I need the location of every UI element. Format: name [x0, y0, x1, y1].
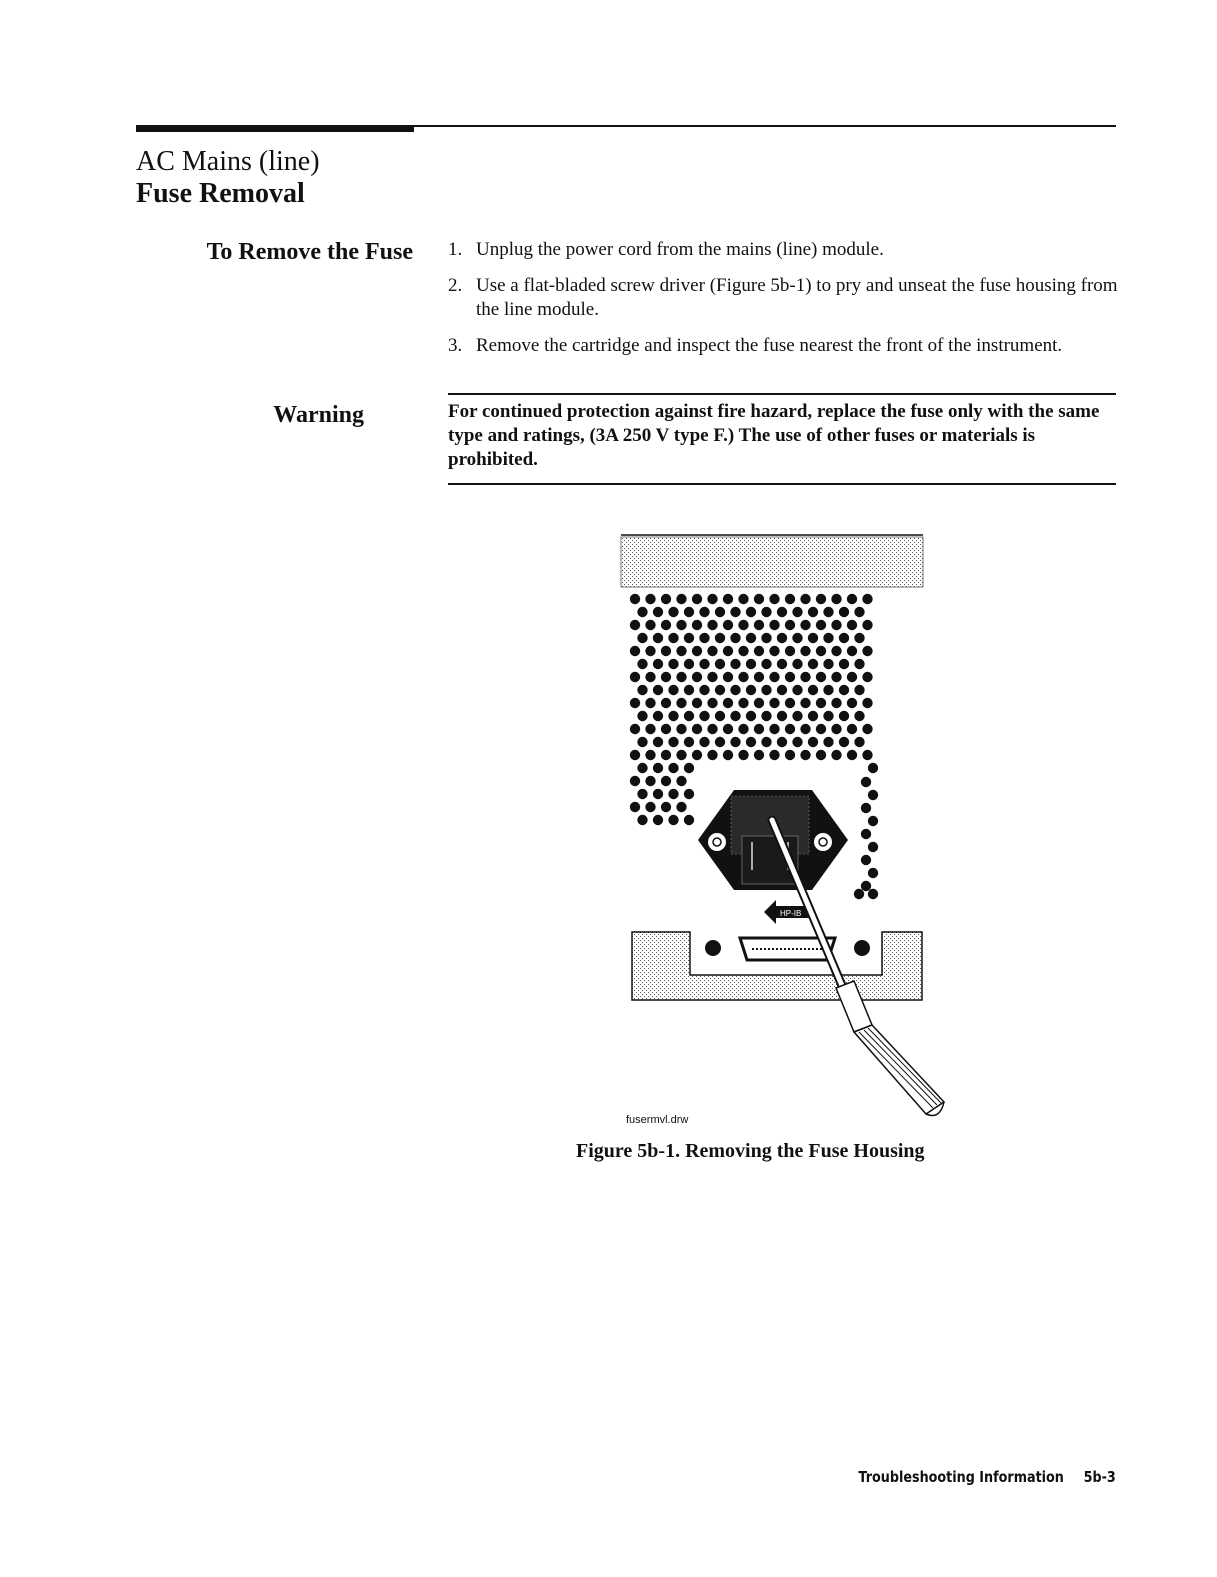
grille-hole	[645, 672, 655, 682]
grille-hole	[676, 646, 686, 656]
grille-hole	[699, 659, 709, 669]
grille-hole	[761, 737, 771, 747]
grille-hole	[792, 659, 802, 669]
section-title	[136, 146, 320, 210]
grille-hole	[761, 607, 771, 617]
grille-hole	[816, 620, 826, 630]
grille-hole	[847, 594, 857, 604]
grille-hole	[661, 750, 671, 760]
grille-hole	[831, 646, 841, 656]
grille-hole	[746, 685, 756, 695]
grille-hole	[715, 685, 725, 695]
grille-hole	[723, 698, 733, 708]
grille-hole	[738, 594, 748, 604]
grille-hole	[738, 750, 748, 760]
grille-hole	[668, 763, 678, 773]
grille-hole	[637, 737, 647, 747]
grille-hole	[761, 685, 771, 695]
bottom-panel	[632, 932, 922, 1000]
grille-hole	[754, 724, 764, 734]
grille-hole	[699, 685, 709, 695]
grille-hole	[668, 607, 678, 617]
grille-hole	[861, 855, 871, 865]
grille-hole	[868, 842, 878, 852]
grille-hole	[777, 659, 787, 669]
grille-hole	[645, 698, 655, 708]
grille-hole	[847, 750, 857, 760]
grille-hole	[861, 881, 871, 891]
grille-hole	[676, 776, 686, 786]
grille-hole	[684, 633, 694, 643]
grille-hole	[854, 659, 864, 669]
grille-hole	[862, 646, 872, 656]
warning-text: For continued protection against fire hazard, replace the fuse only with the same type and ratings, (3A 250 V type F.) The use of other fuses or materials is prohibited.	[448, 401, 1100, 470]
grille-hole	[653, 607, 663, 617]
grille-hole	[692, 698, 702, 708]
grille-hole	[754, 646, 764, 656]
grille-hole	[699, 737, 709, 747]
step-item	[448, 274, 1118, 322]
grille-hole	[645, 646, 655, 656]
grille-hole	[831, 594, 841, 604]
grille-hole	[785, 646, 795, 656]
grille-hole	[761, 659, 771, 669]
grille-hole	[792, 607, 802, 617]
grille-hole	[661, 802, 671, 812]
grille-hole	[738, 698, 748, 708]
grille-hole	[816, 594, 826, 604]
grille-hole	[645, 776, 655, 786]
grille-hole	[785, 620, 795, 630]
grille-hole	[661, 672, 671, 682]
grille-hole	[854, 889, 864, 899]
grille-hole	[785, 594, 795, 604]
grille-hole	[637, 763, 647, 773]
grille-hole	[823, 607, 833, 617]
grille-hole	[707, 672, 717, 682]
grille-hole	[730, 685, 740, 695]
grille-hole	[668, 659, 678, 669]
grille-hole	[692, 594, 702, 604]
top-panel	[621, 535, 923, 587]
grille-hole	[839, 607, 849, 617]
grille-hole	[785, 724, 795, 734]
grille-hole	[854, 607, 864, 617]
grille-hole	[792, 711, 802, 721]
footer-section: Troubleshooting Information	[858, 1468, 1065, 1486]
grille-hole	[868, 868, 878, 878]
grille-hole	[823, 633, 833, 643]
grille-hole	[715, 659, 725, 669]
grille-hole	[754, 620, 764, 630]
grille-hole	[862, 750, 872, 760]
figure-caption: Figure 5b-1. Removing the Fuse Housing	[576, 1140, 925, 1162]
grille-hole	[630, 776, 640, 786]
grille-hole	[754, 750, 764, 760]
grille-hole	[769, 672, 779, 682]
grille-hole	[808, 737, 818, 747]
grille-hole	[777, 607, 787, 617]
grille-hole	[808, 711, 818, 721]
grille-hole	[692, 672, 702, 682]
grille-hole	[785, 672, 795, 682]
grille-hole	[854, 711, 864, 721]
grille-hole	[645, 724, 655, 734]
grille-hole	[661, 594, 671, 604]
grille-hole	[723, 620, 733, 630]
grille-hole	[847, 698, 857, 708]
grille-hole	[839, 685, 849, 695]
grille-hole	[839, 737, 849, 747]
grille-hole	[723, 750, 733, 760]
grille-hole	[630, 724, 640, 734]
grille-hole	[861, 829, 871, 839]
grille-hole	[637, 815, 647, 825]
section-title-line1: AC Mains (line)	[136, 146, 320, 177]
grille-hole	[847, 672, 857, 682]
grille-hole	[861, 803, 871, 813]
grille-hole	[808, 659, 818, 669]
grille-hole	[653, 685, 663, 695]
grille-hole	[868, 763, 878, 773]
grille-hole	[792, 737, 802, 747]
grille-hole	[769, 594, 779, 604]
grille-hole	[868, 790, 878, 800]
grille-hole	[684, 737, 694, 747]
section-title-line2: Fuse Removal	[136, 178, 305, 209]
grille-hole	[715, 711, 725, 721]
grille-hole	[831, 750, 841, 760]
grille-hole	[630, 802, 640, 812]
grille-hole	[738, 672, 748, 682]
step-number: 1.	[448, 239, 463, 260]
grille-hole	[653, 763, 663, 773]
grille-hole	[769, 724, 779, 734]
grille-hole	[676, 724, 686, 734]
grille-hole	[808, 685, 818, 695]
grille-hole	[637, 711, 647, 721]
grille-hole	[831, 672, 841, 682]
grille-hole	[668, 789, 678, 799]
grille-hole	[769, 698, 779, 708]
grille-hole	[769, 750, 779, 760]
grille-hole	[831, 620, 841, 630]
header-rule-thick	[136, 125, 414, 132]
step-text: Unplug the power cord from the mains (line) module.	[476, 239, 884, 260]
grille-hole	[653, 711, 663, 721]
grille-hole	[847, 620, 857, 630]
grille-hole	[645, 620, 655, 630]
grille-hole	[808, 633, 818, 643]
line-module	[698, 790, 848, 890]
grille-hole	[653, 633, 663, 643]
grille-hole	[785, 750, 795, 760]
grille-hole	[761, 711, 771, 721]
grille-hole	[653, 789, 663, 799]
grille-hole	[808, 607, 818, 617]
grille-hole	[823, 711, 833, 721]
grille-hole	[684, 763, 694, 773]
grille-hole	[684, 685, 694, 695]
grille-hole	[847, 724, 857, 734]
fuse-housing-illustration	[600, 520, 980, 1140]
grille-hole	[715, 737, 725, 747]
grille-hole	[668, 737, 678, 747]
grille-hole	[661, 724, 671, 734]
grille-hole	[777, 711, 787, 721]
grille-hole	[723, 672, 733, 682]
grille-hole	[800, 620, 810, 630]
grille-hole	[723, 594, 733, 604]
figure-filename: fusermvl.drw	[626, 1114, 689, 1126]
grille-hole	[692, 724, 702, 734]
grille-hole	[684, 659, 694, 669]
grille-hole	[668, 685, 678, 695]
hp-ib-text: HP-IB	[780, 909, 802, 918]
grille-hole	[754, 594, 764, 604]
grille-hole	[785, 698, 795, 708]
grille-hole	[816, 698, 826, 708]
grille-hole	[738, 620, 748, 630]
grille-hole	[668, 633, 678, 643]
grille-hole	[730, 607, 740, 617]
grille-hole	[746, 737, 756, 747]
grille-hole	[661, 698, 671, 708]
grille-hole	[676, 750, 686, 760]
grille-hole	[661, 646, 671, 656]
grille-hole	[730, 711, 740, 721]
grille-hole	[692, 646, 702, 656]
grille-hole	[661, 776, 671, 786]
grille-hole	[854, 633, 864, 643]
grille-hole	[730, 659, 740, 669]
grille-hole	[792, 685, 802, 695]
grille-hole	[769, 646, 779, 656]
grille-hole	[676, 620, 686, 630]
grille-hole	[839, 711, 849, 721]
grille-hole	[661, 620, 671, 630]
grille-hole	[676, 698, 686, 708]
grille-hole	[800, 646, 810, 656]
grille-hole	[823, 685, 833, 695]
grille-hole	[746, 633, 756, 643]
step-number: 2.	[448, 275, 463, 296]
grille-hole	[707, 594, 717, 604]
grille-hole	[684, 815, 694, 825]
grille-hole	[754, 672, 764, 682]
grille-hole	[816, 750, 826, 760]
grille-hole	[831, 698, 841, 708]
page-footer	[859, 1468, 1116, 1486]
grille-hole	[800, 724, 810, 734]
grille-hole	[761, 633, 771, 643]
grille-hole	[816, 646, 826, 656]
grille-hole	[676, 672, 686, 682]
grille-hole	[699, 633, 709, 643]
step-text: Remove the cartridge and inspect the fuse nearest the front of the instrument.	[476, 335, 1063, 356]
remove-fuse-heading: To Remove the Fuse	[206, 239, 413, 265]
grille-hole	[707, 646, 717, 656]
grille-hole	[707, 750, 717, 760]
grille-hole	[800, 594, 810, 604]
grille-hole	[715, 607, 725, 617]
grille-hole	[746, 659, 756, 669]
grille-hole	[738, 724, 748, 734]
grille-hole	[861, 777, 871, 787]
grille-hole	[699, 711, 709, 721]
grille-hole	[839, 659, 849, 669]
grille-hole	[637, 659, 647, 669]
grille-hole	[637, 607, 647, 617]
grille-hole	[868, 816, 878, 826]
grille-hole	[630, 750, 640, 760]
grille-hole	[630, 698, 640, 708]
step-item	[448, 334, 1118, 358]
grille-hole	[699, 607, 709, 617]
grille-hole	[862, 594, 872, 604]
grille-hole	[800, 672, 810, 682]
grille-hole	[800, 698, 810, 708]
grille-hole	[777, 633, 787, 643]
grille-hole	[769, 620, 779, 630]
grille-hole	[831, 724, 841, 734]
grille-hole	[823, 659, 833, 669]
grille-hole	[854, 737, 864, 747]
grille-hole	[754, 698, 764, 708]
grille-hole	[862, 724, 872, 734]
warning-rule-top	[448, 393, 1116, 395]
grille-hole	[707, 724, 717, 734]
grille-hole	[707, 620, 717, 630]
footer-page-number: 5b-3	[1083, 1468, 1116, 1486]
grille-hole	[684, 789, 694, 799]
grille-hole	[862, 672, 872, 682]
grille-hole	[637, 789, 647, 799]
grille-hole	[738, 646, 748, 656]
warning-rule-bottom	[448, 483, 1116, 485]
grille-hole	[862, 698, 872, 708]
steps-list	[448, 238, 1118, 370]
grille-hole	[630, 620, 640, 630]
grille-hole	[692, 750, 702, 760]
warning-heading: Warning	[273, 402, 364, 428]
grille-hole	[668, 711, 678, 721]
grille-hole	[854, 685, 864, 695]
grille-hole	[800, 750, 810, 760]
grille-hole	[777, 685, 787, 695]
grille-hole	[637, 685, 647, 695]
grille-hole	[653, 815, 663, 825]
grille-hole	[692, 620, 702, 630]
grille-hole	[816, 672, 826, 682]
grille-hole	[839, 633, 849, 643]
grille-hole	[746, 711, 756, 721]
grille-hole	[653, 737, 663, 747]
grille-hole	[645, 750, 655, 760]
grille-hole	[653, 659, 663, 669]
grille-hole	[723, 724, 733, 734]
grille-hole	[668, 815, 678, 825]
step-item	[448, 238, 1118, 262]
grille-hole	[746, 607, 756, 617]
grille-hole	[723, 646, 733, 656]
grille-hole	[862, 620, 872, 630]
grille-hole	[637, 633, 647, 643]
grille-hole	[684, 607, 694, 617]
grille-hole	[707, 698, 717, 708]
grille-hole	[777, 737, 787, 747]
grille-hole	[684, 711, 694, 721]
grille-hole	[676, 802, 686, 812]
grille-hole	[630, 594, 640, 604]
grille-hole	[730, 737, 740, 747]
grille-hole	[630, 672, 640, 682]
grille-hole	[823, 737, 833, 747]
grille-hole	[645, 594, 655, 604]
grille-hole	[645, 802, 655, 812]
grille-hole	[676, 594, 686, 604]
grille-hole	[630, 646, 640, 656]
grille-hole	[847, 646, 857, 656]
grille-hole	[816, 724, 826, 734]
grille-hole	[730, 633, 740, 643]
grille-hole	[792, 633, 802, 643]
grille-hole	[715, 633, 725, 643]
step-text: Use a flat-bladed screw driver (Figure 5b-1) to pry and unseat the fuse housing from the line module.	[476, 275, 1118, 320]
grille-hole	[868, 889, 878, 899]
step-number: 3.	[448, 335, 463, 356]
